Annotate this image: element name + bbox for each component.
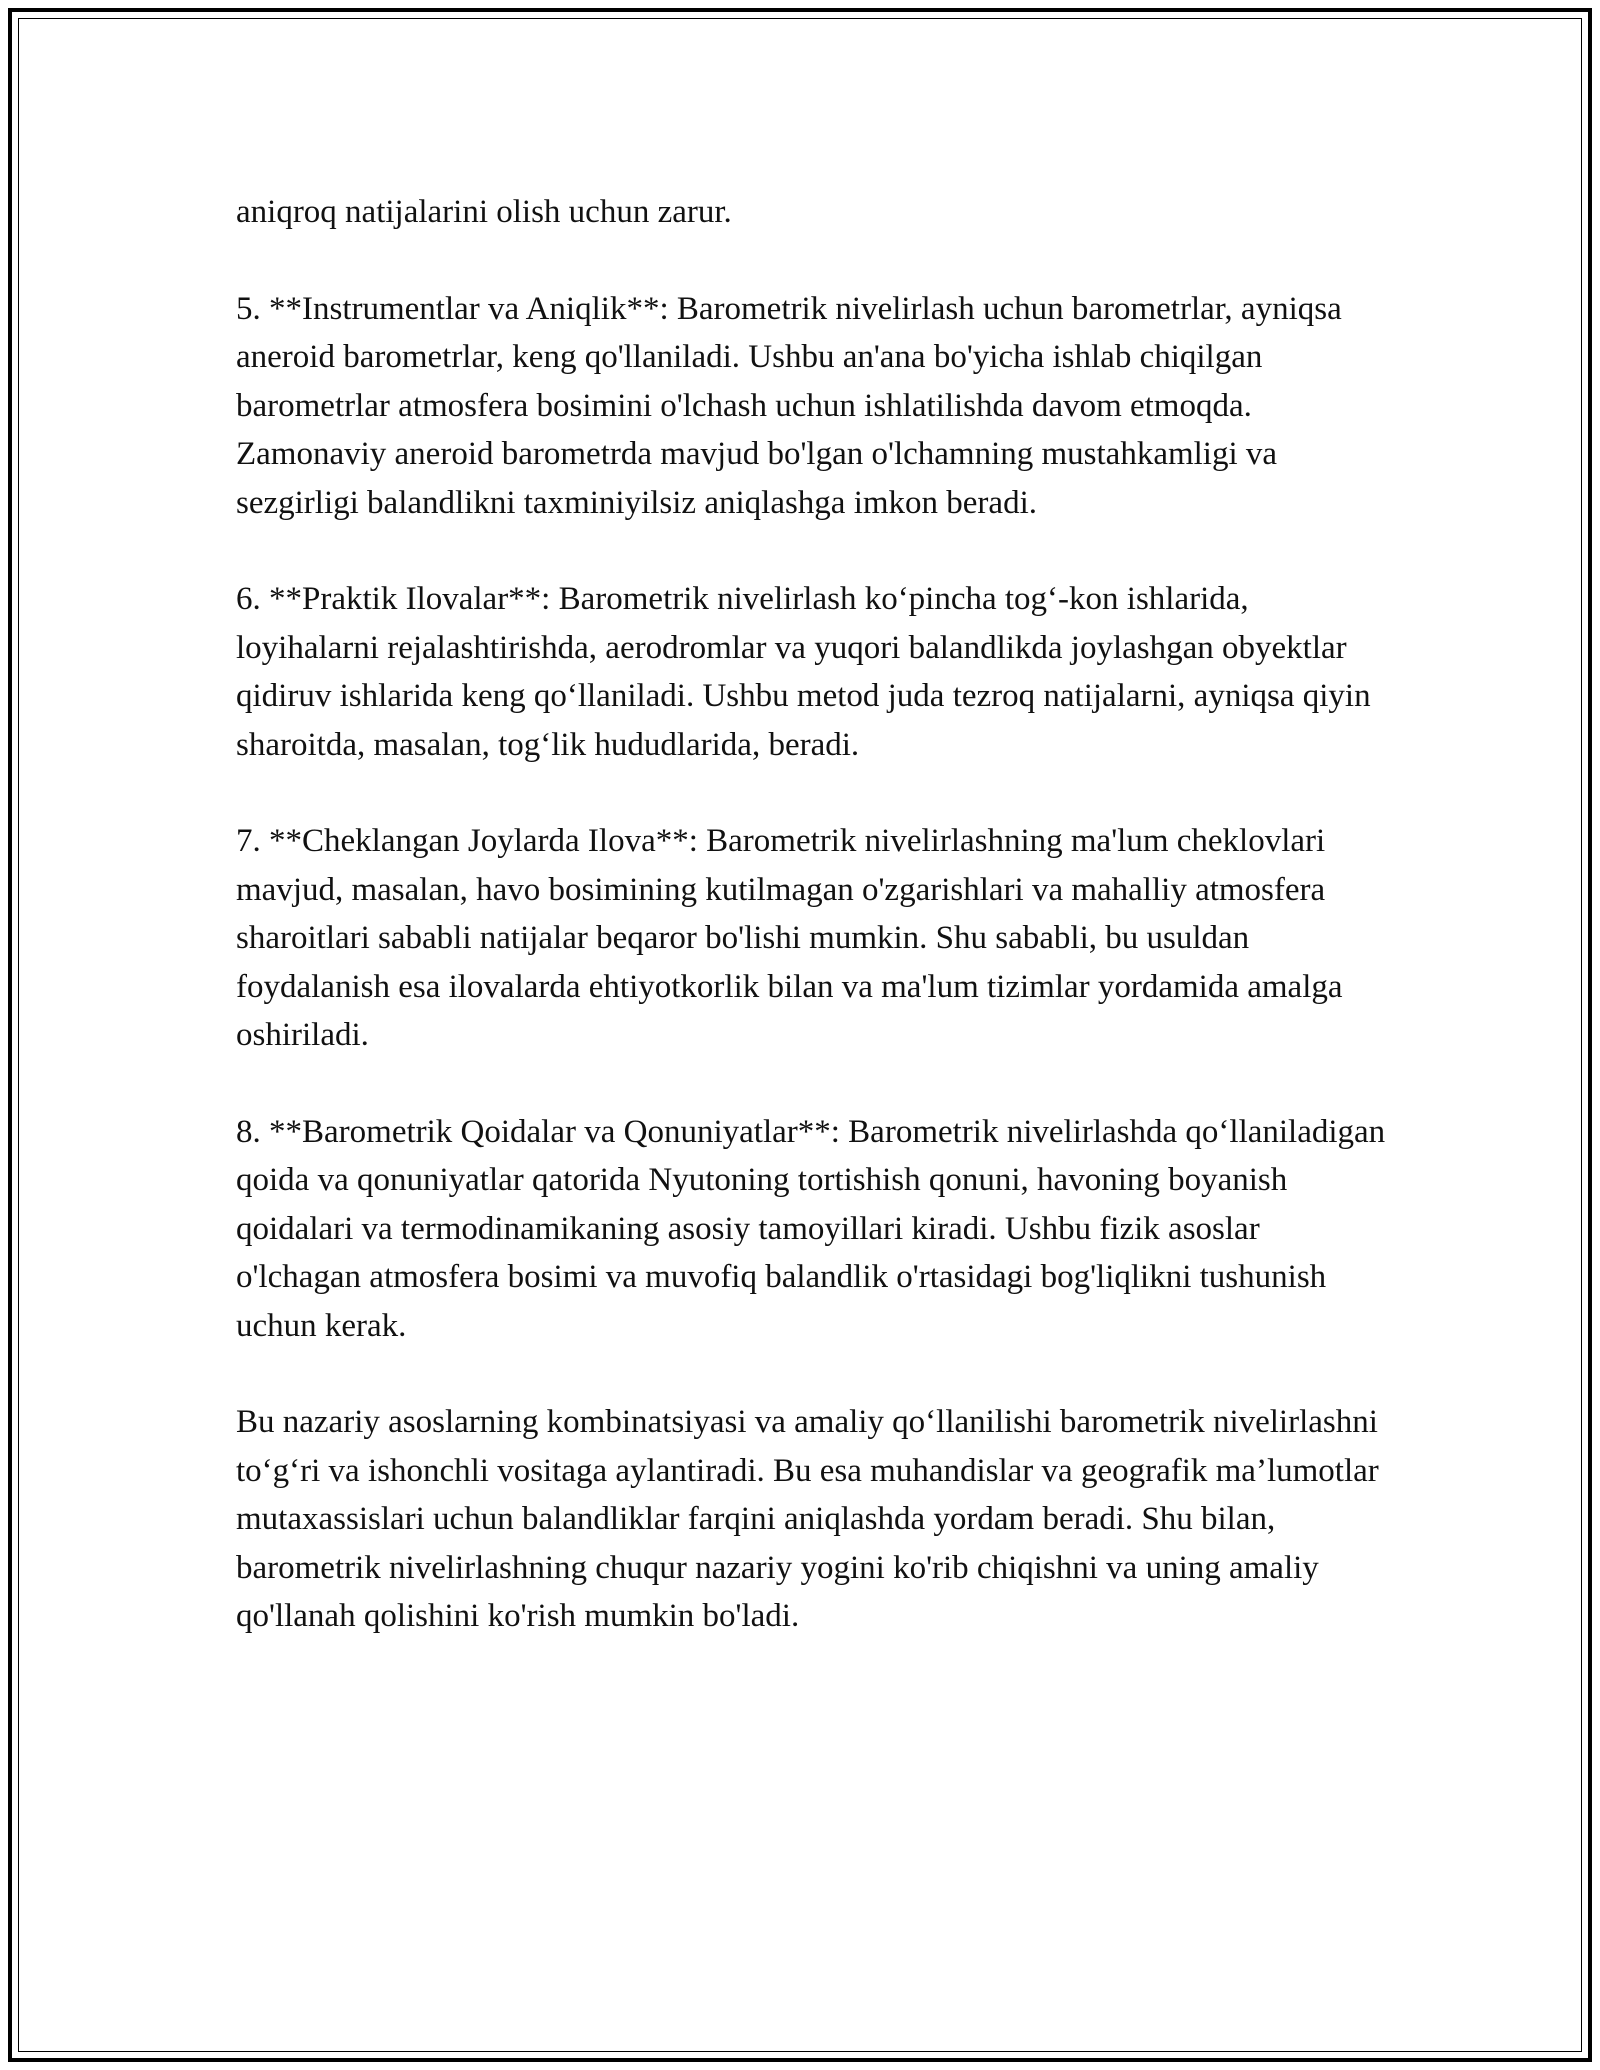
paragraph-limited-use: 7. **Cheklangan Joylarda Ilova**: Barometrik nivelirlashning ma'lum cheklovlari mavjud, masalan, havo bosimining kutilmagan o'zgarishlari va mahalliy atmosfera sharoitlari sababli natijalar beqaror bo'lishi mumkin. Shu sababli, bu usuldan foydalanish esa ilovalarda ehtiyotkorlik bilan va ma'lum tizimlar yordamida amalga oshiriladi. [236,823,1343,1053]
document-body [236,188,1386,1641]
paragraph-practical-applications: 6. **Praktik Ilovalar**: Barometrik nivelirlash ko‘pincha tog‘-kon ishlarida, loyihalarni rejalashtirishda, aerodromlar va yuqori balandlikda joylashgan obyektlar qidiruv ishlarida keng qo‘llaniladi. Ushbu metod juda tezroq natijalarni, ayniqsa qiyin sharoitda, masalan, tog‘lik hududlarida, beradi. [236,581,1371,763]
paragraph-rules-laws: 8. **Barometrik Qoidalar va Qonuniyatlar**: Barometrik nivelirlashda qo‘llaniladigan qoida va qonuniyatlar qatorida Nyutoning tortishish qonuni, havoning boyanish qoidalari va termodinamikaning asosiy tamoyillari kiradi. Ushbu fizik asoslar o'lchagan atmosfera bosimi va muvofiq balandlik o'rtasidagi bog'liqlikni tushunish uchun kerak. [236,1113,1386,1344]
paragraph-conclusion: Bu nazariy asoslarning kombinatsiyasi va amaliy qo‘llanilishi barometrik nivelirlashni to‘g‘ri va ishonchli vositaga aylantiradi. Bu esa muhandislar va geografik ma’lumotlar mutaxassislari uchun balandliklar farqini aniqlashda yordam beradi. Shu bilan, barometrik nivelirlashning chuqur nazariy yogini ko'rib chiqishni va uning amaliy qo'llanah qolishini ko'rish mumkin bo'ladi. [236,1404,1379,1634]
paragraph-instruments-accuracy: 5. **Instrumentlar va Aniqlik**: Barometrik nivelirlash uchun barometrlar, ayniqsa aneroid barometrlar, keng qo'llaniladi. Ushbu an'ana bo'yicha ishlab chiqilgan barometrlar atmosfera bosimini o'lchash uchun ishlatilishda davom etmoqda. Zamonaviy aneroid barometrda mavjud bo'lgan o'lchamning mustahkamligi va sezgirligi balandlikni taxminiyilsiz aniqlashga imkon beradi. [236,290,1342,521]
paragraph-continuation: aniqroq natijalarini olish uchun zarur. [236,194,732,230]
